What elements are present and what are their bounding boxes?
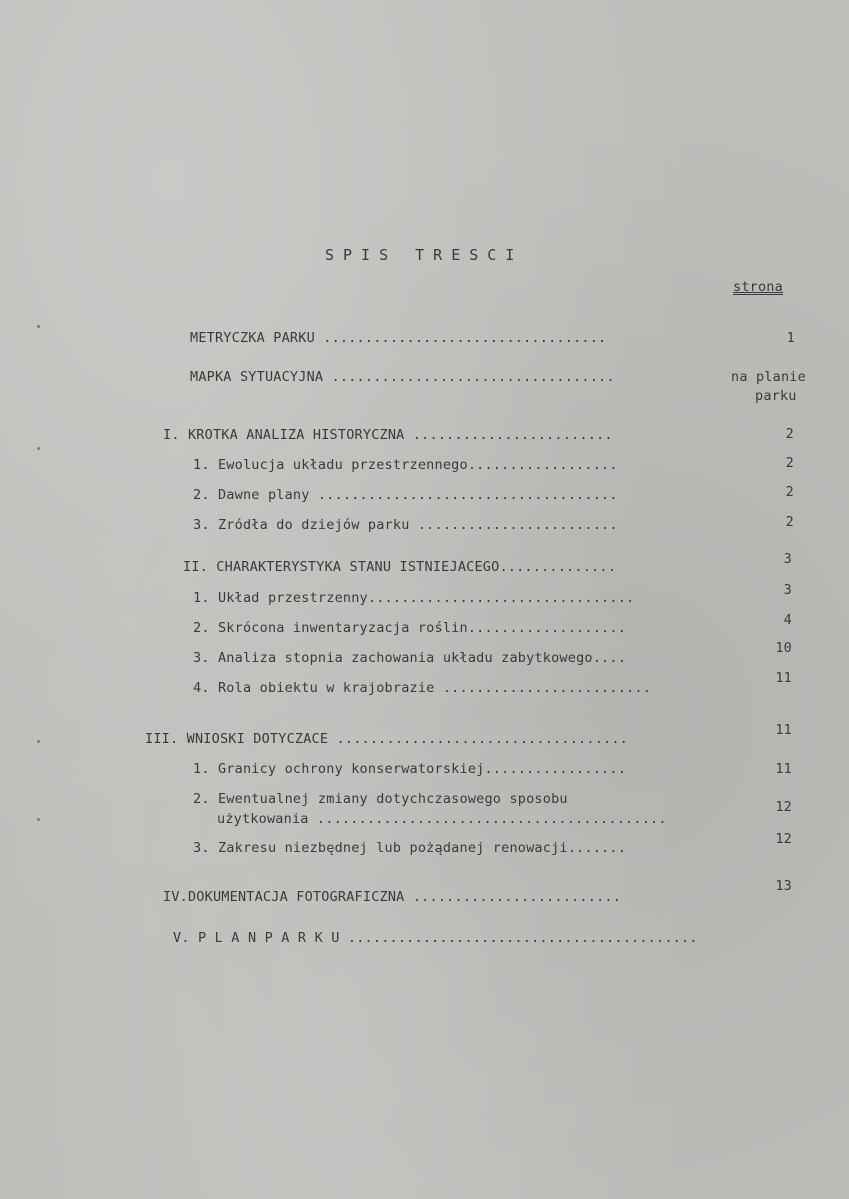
toc-page-number: 4 [783, 612, 792, 628]
toc-page-number: 12 [775, 831, 792, 847]
toc-page-number: 3 [783, 582, 792, 598]
toc-section: V. P L A N P A R K U .......................................... [173, 930, 698, 946]
toc-entry: 1. Układ przestrzenny................................ [193, 590, 635, 606]
toc-entry: 2. Ewentualnej zmiany dotychczasowego sposobu [193, 791, 568, 807]
toc-page-number: 11 [775, 722, 792, 738]
toc-entry: 4. Rola obiektu w krajobrazie ......................... [193, 680, 652, 696]
toc-page-number: 13 [775, 878, 792, 894]
toc-section: III. WNIOSKI DOTYCZACE ................................... [145, 731, 629, 747]
punch-hole [37, 447, 40, 450]
toc-section: I. KROTKA ANALIZA HISTORYCZNA ........................ [163, 427, 613, 443]
punch-hole [37, 818, 40, 821]
toc-section: IV.DOKUMENTACJA FOTOGRAFICZNA ......................... [163, 889, 622, 905]
punch-hole [37, 740, 40, 743]
page-column-header: strona [733, 279, 783, 295]
toc-page-number: 11 [775, 670, 792, 686]
toc-entry: METRYCZKA PARKU .................................. [190, 330, 607, 346]
punch-hole [37, 325, 40, 328]
toc-entry: 3. Analiza stopnia zachowania układu zabytkowego.... [193, 650, 627, 666]
toc-page-number: 2 [785, 455, 794, 471]
toc-page-number: 3 [783, 551, 792, 567]
toc-page-number: parku [755, 388, 797, 404]
toc-entry: 2. Skrócona inwentaryzacja roślin................... [193, 620, 627, 636]
toc-entry: 3. Zakresu niezbędnej lub pożądanej renowacji....... [193, 840, 627, 856]
toc-page-number: 2 [785, 426, 794, 442]
toc-entry: 2. Dawne plany .................................... [193, 487, 618, 503]
toc-page-number: 2 [785, 514, 794, 530]
toc-entry: 1. Ewolucja układu przestrzennego.................. [193, 457, 618, 473]
toc-section: II. CHARAKTERYSTYKA STANU ISTNIEJACEGO.............. [183, 559, 617, 575]
toc-page-number: 1 [786, 330, 795, 346]
toc-entry: 3. Zródła do dziejów parku ........................ [193, 517, 618, 533]
document-title: SPIS TRESCI [325, 246, 524, 264]
toc-page-number: 12 [775, 799, 792, 815]
toc-page-number: 10 [775, 640, 792, 656]
toc-entry: MAPKA SYTUACYJNA .................................. [190, 369, 615, 385]
toc-entry: 1. Granicy ochrony konserwatorskiej................. [193, 761, 627, 777]
toc-page-number: na planie [731, 369, 806, 385]
toc-page-number: 2 [785, 484, 794, 500]
toc-entry: użytkowania .......................................... [217, 811, 667, 827]
toc-page-number: 11 [775, 761, 792, 777]
